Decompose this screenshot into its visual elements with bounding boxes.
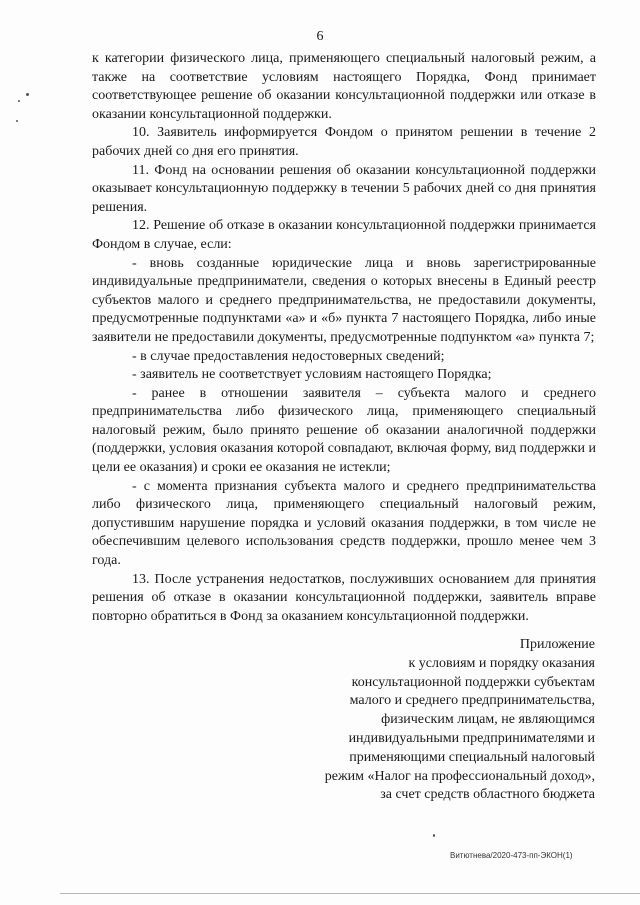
list-item-nonconformity: - заявитель не соответствует условиям настоящего Порядка; <box>132 367 492 383</box>
paragraph-intro: к категории физического лица, применяющего специальный налоговый режим, а также на соответствие условиям настоящего Порядка, Фонд принимает соответствующее решение об оказании консультационной поддержки или отказе в оказании консультационной поддержки. <box>92 51 596 122</box>
list-item-violation: - с момента признания субъекта малого и среднего предпринимательства либо физического лица, применяющего специальный налоговый режим, допустившим нарушение порядка и условий оказания поддержки, в том числе не обеспечившим целевого использования средств поддержки, прошло менее чем 3 года. <box>92 478 596 569</box>
appendix-line: за счет средств областного бюджета <box>380 787 595 803</box>
scan-speck <box>433 834 435 837</box>
appendix-line: применяющими специальный налоговый <box>349 749 595 765</box>
appendix-line: Приложение <box>519 637 595 652</box>
appendix-line: к условиям и порядку оказания <box>408 655 595 671</box>
paragraph-12: 12. Решение об отказе в оказании консультационной поддержки принимается Фондом в случае, если: <box>92 218 596 252</box>
bottom-rule <box>60 893 640 894</box>
paragraph-13: 13. После устранения недостатков, послуживших основанием для принятия решения об отказе в оказании консультационной поддержки, заявитель вправе повторно обратиться в Фонд за оказанием консультационной поддержки. <box>92 571 596 624</box>
appendix-line: режим «Налог на профессиональный доход», <box>324 768 595 784</box>
appendix-line: малого и среднего предпринимательства, <box>349 693 595 709</box>
appendix-line: индивидуальными предпринимателями и <box>348 730 595 746</box>
paragraph-11: 11. Фонд на основании решения об оказании консультационной поддержки оказывает консультационную поддержку в течении 5 рабочих дней со дня принятия решения. <box>92 162 596 215</box>
body-text <box>92 50 596 626</box>
appendix-line: консультационной поддержки субъектам <box>351 674 595 690</box>
page-number: 6 <box>316 29 324 44</box>
appendix-block <box>275 636 595 805</box>
list-item-new-entities: - вновь созданные юридические лица и вновь зарегистрированные индивидуальные предприниматели, сведения о которых внесены в Единый реестр субъектов малого и среднего предпринимательства, не предоставили документы, предусмотренные подпунктами «а» и «б» пункта 7 настоящего Порядка, либо иные заявители не предоставили документы, предусмотренные подпунктом «а» пункта 7; <box>92 255 596 345</box>
document-code: Витютнева/2020-473-пп-ЭКОН(1) <box>450 851 573 860</box>
list-item-false-info: - в случае предоставления недостоверных сведений; <box>132 348 445 364</box>
scan-speck <box>18 100 20 102</box>
paragraph-10: 10. Заявитель информируется Фондом о принятом решении в течение 2 рабочих дней со дня его принятия. <box>92 125 596 159</box>
scan-speck <box>16 120 18 122</box>
appendix-line: физическим лицам, не являющимся <box>381 712 595 728</box>
scan-speck <box>26 93 29 96</box>
list-item-prior-support: - ранее в отношении заявителя – субъекта малого и среднего предпринимательства либо физического лица, применяющего специальный налоговый режим, было принято решение об оказании аналогичной поддержки (поддержки, условия оказания которой совпадают, включая форму, вид поддержки и цели ее оказания) и сроки ее оказания не истекли; <box>92 385 596 476</box>
